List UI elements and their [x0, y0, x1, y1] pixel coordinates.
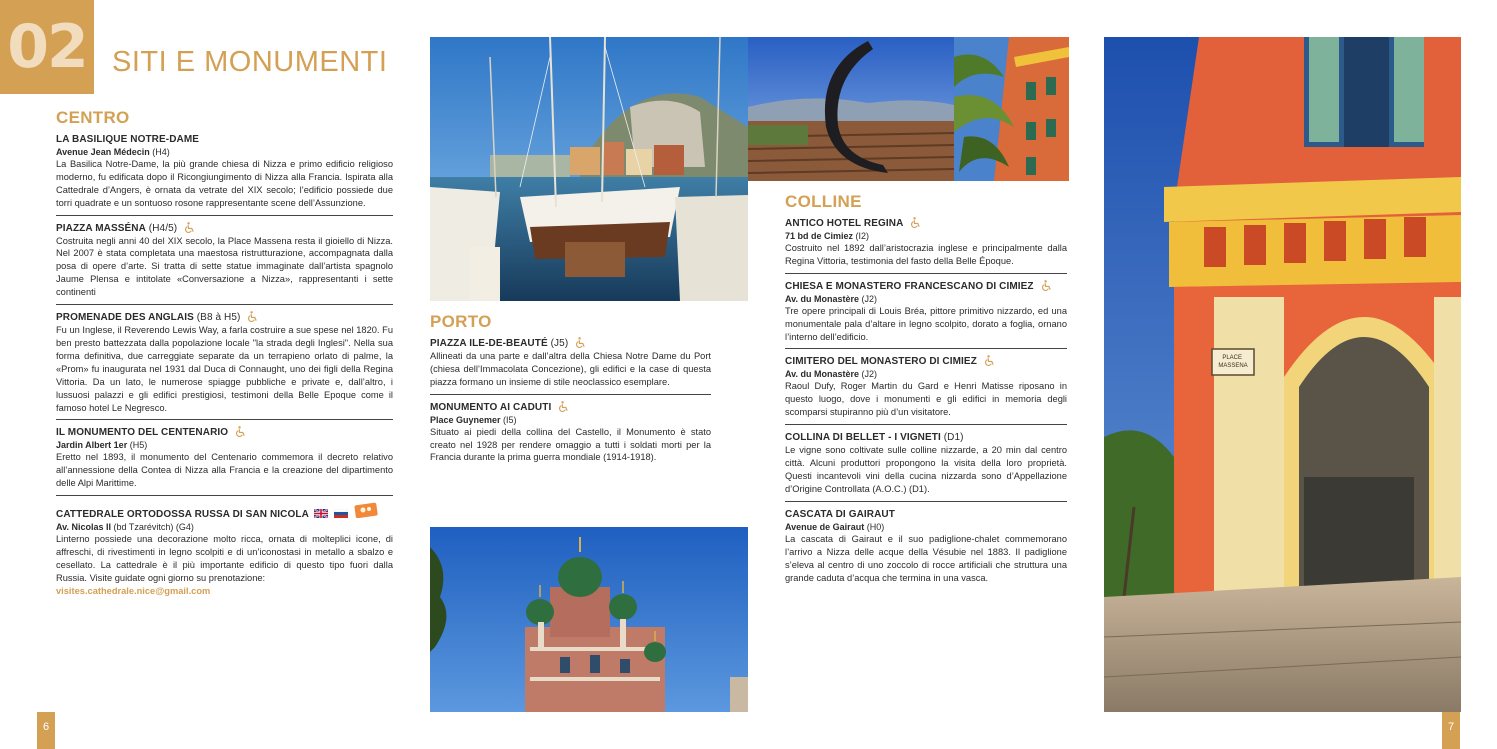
entry-basilique — [56, 133, 393, 216]
wheelchair-icon — [575, 337, 586, 348]
entry-hotel-regina — [785, 217, 1067, 274]
entry-title — [785, 355, 1067, 368]
wheelchair-icon — [247, 311, 258, 322]
russia-flag-icon — [334, 509, 348, 518]
address-text: Av. du Monastère — [785, 369, 860, 380]
porto-column — [430, 312, 711, 475]
address-text: Avenue de Gairaut — [785, 521, 865, 532]
photo-russian-cathedral — [430, 527, 748, 712]
place-massena-sign: PLACE MASSENA — [1218, 355, 1248, 369]
entry-title — [785, 508, 1067, 521]
entry-title-text: LA BASILIQUE NOTRE-DAME — [56, 133, 200, 145]
address-text: Av. du Monastère — [785, 293, 860, 304]
entry-address — [785, 230, 1067, 242]
entry-title-text: PIAZZA MASSÉNA — [56, 222, 146, 234]
address-ref: (H4) — [149, 146, 170, 157]
entry-title — [785, 431, 1067, 444]
entry-bellet — [785, 431, 1067, 502]
entry-text: La Basilica Notre-Dame, la più grande chiesa di Nizza e primo edificio religioso moderno, fu edificata dopo il Ricongiungimento di Nizza alla Francia. Ispirata alla Cattedrale d’Angers, è ornata da vetrate del XIX secolo; l’edificio possiede due torri quadrate e un sontuoso rosone rappresentante scene dell’Assunzione. — [56, 158, 393, 208]
entry-cattedrale — [56, 502, 393, 603]
address-ref: (J2) — [859, 293, 878, 304]
entry-ref: (B8 à H5) — [193, 312, 241, 324]
entry-title — [56, 502, 393, 521]
entry-cimitero — [785, 355, 1067, 425]
entry-text: Allineati da una parte e dall’altra della Chiesa Notre Dame du Port (chiesa dell’Immacolata Concezione), gli edifici e la case di questa piazza formano un insieme di stile neoclassico esemplare. — [430, 350, 711, 387]
entry-text: Linterno possiede una decorazione molto ricca, ornata di molteplici icone, di affreschi, di rivestimenti in legno scolpiti e di un’iconostasi in metallo a sbalzo e cesellato. La cattedrale è il più importante edificio di questo tipo fuori dalla Russia. Visite guidate ogni giorno su prenotazione: — [56, 534, 393, 583]
entry-title-text: CASCATA DI GAIRAUT — [785, 508, 895, 520]
entry-massena — [56, 222, 393, 306]
centro-heading: CENTRO — [56, 108, 130, 127]
entry-text: Raoul Dufy, Roger Martin du Gard e Henri Matisse riposano in questo luogo, dove i monumenti e gli edifici in memoria degli scomparsi stupiranno più d’un visitatore. — [785, 381, 1067, 418]
colline-column — [785, 192, 1067, 595]
entry-gairaut — [785, 508, 1067, 590]
entry-title-text: CIMITERO DEL MONASTERO DI CIMIEZ — [785, 356, 977, 368]
wheelchair-icon — [984, 355, 995, 366]
guided-tour-badge-icon — [354, 502, 378, 518]
page-number-left: 6 — [37, 712, 55, 749]
entry-title-text: MONUMENTO AI CADUTI — [430, 401, 552, 413]
entry-title — [56, 426, 393, 439]
entry-title-text: COLLINA DI BELLET - I VIGNETI — [785, 432, 941, 444]
entry-title — [785, 217, 1067, 230]
address-ref: (bd Tzarévitch) (G4) — [111, 522, 194, 533]
entry-monumento-caduti — [430, 401, 711, 470]
entry-text: Le vigne sono coltivate sulle colline nizzarde, a 20 min dal centro città. Alcuni produttori propongono la visita della loro proprietà. Questi incantevoli vini della cucina nizzarda sono d’Appellazione d’Origine Controllata (A.O.C.) (D1). — [785, 445, 1067, 494]
entry-address — [56, 521, 393, 533]
wheelchair-icon — [558, 401, 569, 412]
entry-ref: (J5) — [547, 337, 569, 349]
address-ref: (J2) — [859, 369, 878, 380]
centro-column — [56, 108, 393, 609]
entry-ref: (H4/5) — [145, 222, 178, 234]
entry-text: Fu un Inglese, il Reverendo Lewis Way, a farla costruire a sue spese nel 1820. Fu ben presto battezzata dalla popolazione locale "la strada degli Inglesi". Nella sua forma definitiva, due carreggiate separate da un terrapieno orlato di palme, la «Prom» fu inaugurata nel 1931 dal Duca di Connaught, uno dei figli della Regina Vittoria. Da un lato, le numerose spiagge pubbliche e private e, dall’altro, i lussuosi palazzi e gli edifici prestigiosi, testimoni della Belle Epoque come il famoso hotel Le Negresco. — [56, 325, 393, 413]
entry-text: Eretto nel 1893, il monumento del Centenario commemora il decreto relativo all’annessione della Contea di Nizza alla Francia e la creazione del dipartimento delle Alpi Marittime. — [56, 452, 393, 489]
entry-text: Tre opere principali di Louis Bréa, pittore primitivo nizzardo, ed una monumentale pala d’altare in legno scolpito, dorato a foglia, ornano l’interno dell’edificio. — [785, 305, 1067, 342]
colline-heading: COLLINE — [785, 192, 862, 211]
photo-palm-building — [954, 37, 1069, 181]
photo-sculpture-vineyard — [748, 37, 954, 181]
entry-monastero-francescano — [785, 280, 1067, 350]
entry-address — [785, 521, 1067, 533]
entry-title — [430, 401, 711, 414]
entry-address — [56, 439, 393, 451]
entry-address — [785, 368, 1067, 380]
entry-ile-de-beaute — [430, 337, 711, 395]
address-text: Place Guynemer — [430, 414, 501, 425]
wheelchair-icon — [184, 222, 195, 233]
porto-heading: PORTO — [430, 312, 492, 331]
wheelchair-icon — [235, 426, 246, 437]
entry-text: Situato ai piedi della collina del Castello, il Monumento è stato creato nel 1928 per rendere omaggio a tutti i soldati morti per la Francia durante la prima guerra mondiale (1914-1918). — [430, 426, 711, 463]
address-ref: (I5) — [500, 414, 517, 425]
entry-address — [56, 146, 393, 158]
entry-title-text: PIAZZA ILE-DE-BEAUTÉ — [430, 337, 548, 349]
email-link[interactable]: visites.cathedrale.nice@gmail.com — [56, 585, 211, 596]
section-title: SITI E MONUMENTI — [112, 46, 388, 78]
photo-harbour — [430, 37, 748, 301]
wheelchair-icon — [1041, 280, 1052, 291]
address-ref: (H0) — [864, 521, 885, 532]
address-ref: (H5) — [127, 440, 148, 451]
entry-title-text: CATTEDRALE ORTODOSSA RUSSA DI SAN NICOLA — [56, 509, 309, 521]
entry-title — [430, 337, 711, 350]
uk-flag-icon — [314, 509, 328, 518]
entry-ref: (D1) — [940, 432, 964, 444]
entry-text: Costruito nel 1892 dall’aristocrazia inglese e principalmente dalla Regina Vittoria, testimonia del fasto della Belle Époque. — [785, 242, 1067, 266]
address-text: Avenue Jean Médecin — [56, 146, 150, 157]
page-number-right: 7 — [1442, 712, 1460, 749]
entry-address — [430, 414, 711, 426]
entry-text: Costruita negli anni 40 del XIX secolo, la Place Massena resta il gioiello di Nizza. Nel 2007 è stata completata una maestosa ristrutturazione, accompagnata dalla posa di opere d’arte. Si tratta di sette statue immaginate dall’artista spagnolo Jaume Plensa e intitolate «Conversazione a Nizza», rappresentanti i sette continenti — [56, 235, 393, 298]
entry-title-text: ANTICO HOTEL REGINA — [785, 217, 904, 229]
entry-promenade — [56, 311, 393, 420]
entry-centenario — [56, 426, 393, 496]
entry-title-text: IL MONUMENTO DEL CENTENARIO — [56, 427, 229, 439]
entry-title — [56, 133, 393, 146]
wheelchair-icon — [910, 217, 921, 228]
entry-title — [785, 280, 1067, 293]
entry-address — [785, 293, 1067, 305]
address-text: 71 bd de Cimiez — [785, 230, 854, 241]
entry-text: La cascata di Gairaut e il suo padiglione-chalet commemorano l’arrivo a Nizza delle acque della Vésubie nel 1883. Il padiglione s’eleva al centro di uno zoccolo di rocce artificiali che struttura una grande caduta d’acqua che termina in una vasca. — [785, 533, 1067, 583]
entry-title-text: CHIESA E MONASTERO FRANCESCANO DI CIMIEZ — [785, 280, 1034, 292]
address-text: Av. Nicolas II — [56, 522, 112, 533]
address-ref: (I2) — [853, 230, 870, 241]
address-text: Jardin Albert 1er — [56, 440, 128, 451]
entry-title — [56, 311, 393, 324]
photo-place-massena — [1104, 37, 1461, 712]
entry-title-text: PROMENADE DES ANGLAIS — [56, 312, 194, 324]
entry-title — [56, 222, 393, 235]
chapter-number: 02 — [0, 0, 94, 94]
